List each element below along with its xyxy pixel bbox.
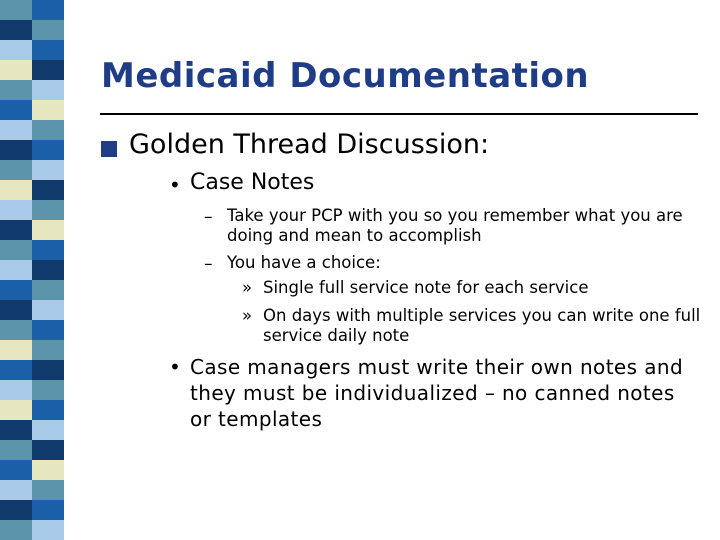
sidebar-tile (0, 100, 32, 120)
sidebar-tile (0, 440, 32, 460)
sidebar-tile (0, 60, 32, 80)
sidebar-tile (32, 480, 64, 500)
dash-bullet-icon: – (204, 207, 213, 227)
dash-bullet-icon: – (204, 254, 213, 274)
sidebar-tile (0, 0, 32, 20)
raquo-bullet-icon: » (242, 306, 253, 325)
level1-heading: Golden Thread Discussion: (129, 129, 490, 160)
sidebar-tile (0, 520, 32, 540)
decorative-sidebar (0, 0, 64, 540)
sidebar-tile (0, 280, 32, 300)
sidebar-tile (0, 420, 32, 440)
sidebar-tile (32, 20, 64, 40)
sidebar-tile (32, 160, 64, 180)
sidebar-tile (32, 180, 64, 200)
sidebar-tile (0, 80, 32, 100)
sidebar-tile (0, 500, 32, 520)
sidebar-tile (32, 120, 64, 140)
sidebar-tile (32, 60, 64, 80)
sidebar-tile (0, 380, 32, 400)
sidebar-tile (0, 320, 32, 340)
sub-item-pcp: Take your PCP with you so you remember what you are doing and mean to accomplish (227, 206, 683, 245)
sidebar-tile (0, 460, 32, 480)
sidebar-tile (32, 320, 64, 340)
choice-item-single: Single full service note for each service (263, 278, 589, 297)
raquo-bullet-icon: » (242, 278, 253, 297)
sidebar-tile (32, 140, 64, 160)
slide-title: Medicaid Documentation (101, 56, 590, 96)
sidebar-tile (0, 400, 32, 420)
sidebar-tile (32, 300, 64, 320)
sidebar-tile (0, 40, 32, 60)
sidebar-tile (32, 40, 64, 60)
sidebar-tile (0, 120, 32, 140)
case-managers-item: Case managers must write their own notes and they must be individualized – no canned notes or templates (190, 355, 684, 431)
sidebar-tile (0, 240, 32, 260)
sidebar-tile (32, 380, 64, 400)
bullet-dot-icon: • (169, 355, 181, 379)
sidebar-tile (0, 340, 32, 360)
sidebar-tile (32, 220, 64, 240)
sidebar-tile (32, 280, 64, 300)
sidebar-tile (0, 260, 32, 280)
sidebar-tile (32, 200, 64, 220)
sidebar-tile (32, 240, 64, 260)
sidebar-tile (32, 460, 64, 480)
choice-item-daily: On days with multiple services you can write one full service daily note (263, 306, 701, 345)
sidebar-tile (32, 500, 64, 520)
sub-item-choice: You have a choice: (227, 253, 381, 272)
sidebar-tile (0, 220, 32, 240)
sidebar-tile (32, 340, 64, 360)
sidebar-tile (0, 200, 32, 220)
sidebar-tile (32, 520, 64, 540)
sidebar-tile (0, 160, 32, 180)
sidebar-tile (0, 20, 32, 40)
sidebar-tile (0, 140, 32, 160)
sidebar-tile (32, 420, 64, 440)
sidebar-tile (32, 440, 64, 460)
sidebar-tile (0, 180, 32, 200)
title-divider (100, 113, 698, 115)
sidebar-tile (32, 0, 64, 20)
sidebar-tile (32, 400, 64, 420)
sidebar-tile (32, 100, 64, 120)
bullet-dot-icon: • (169, 173, 181, 197)
square-bullet-icon (101, 141, 117, 157)
sidebar-tile (0, 360, 32, 380)
sidebar-tile (32, 80, 64, 100)
sidebar-tile (32, 260, 64, 280)
sidebar-tile (0, 300, 32, 320)
case-notes-item: Case Notes (190, 170, 315, 195)
sidebar-tile (0, 480, 32, 500)
sidebar-tile (32, 360, 64, 380)
